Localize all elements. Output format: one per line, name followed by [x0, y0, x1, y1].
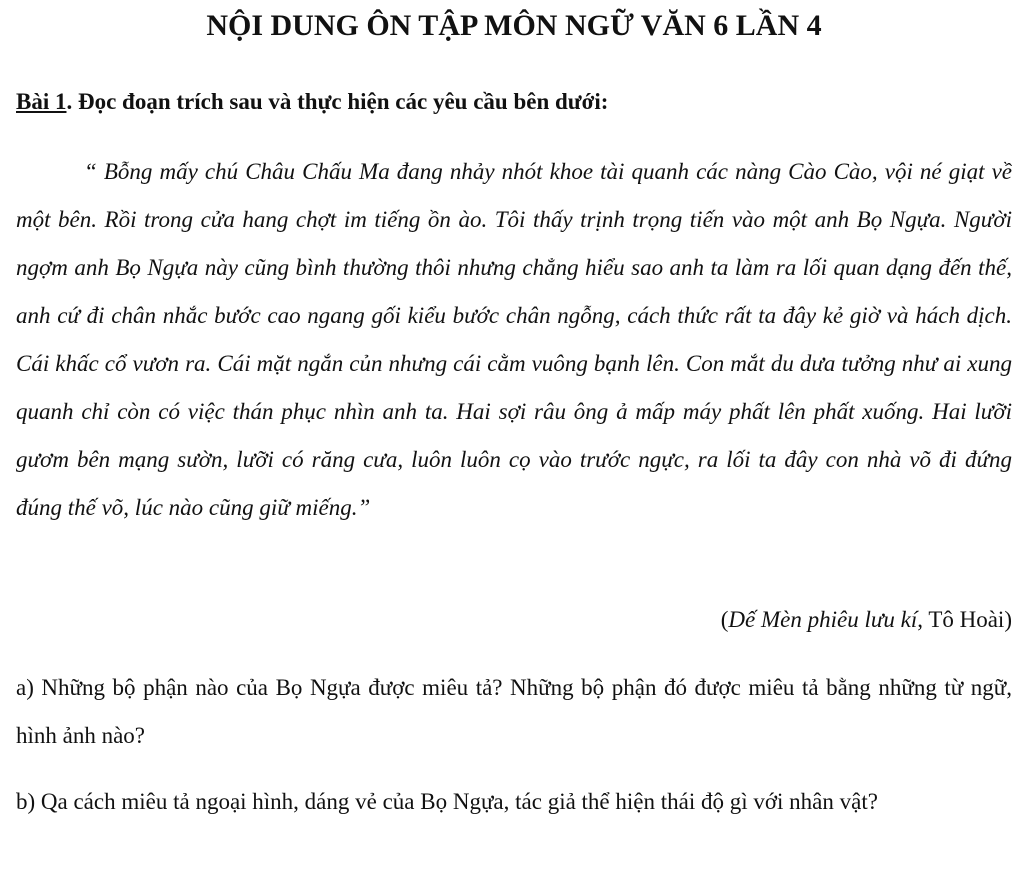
task-separator: .	[66, 89, 78, 114]
source-open-paren: (	[720, 607, 729, 632]
task-number: Bài 1	[16, 89, 67, 114]
task-heading	[16, 84, 608, 120]
task-instruction: Đọc đoạn trích sau và thực hiện các yêu cầu bên dưới:	[77, 89, 609, 114]
source-work-title: Dế Mèn phiêu lưu kí	[728, 607, 918, 632]
question-b: b) Qa cách miêu tả ngoại hình, dáng vẻ của Bọ Ngựa, tác giả thể hiện thái độ gì với nhân vật?	[16, 789, 878, 814]
question-a: a) Những bộ phận nào của Bọ Ngựa được miêu tả? Những bộ phận đó được miêu tả bằng những từ ngữ, hình ảnh nào?	[16, 675, 1012, 748]
excerpt-paragraph: “ Bỗng mấy chú Châu Chấu Ma đang nhảy nhót khoe tài quanh các nàng Cào Cào, vội né giạt về một bên. Rồi trong cửa hang chợt im tiếng ồn ào. Tôi thấy trịnh trọng tiến vào một anh Bọ Ngựa. Người ngợm anh Bọ Ngựa này cũng bình thường thôi nhưng chẳng hiểu sao anh ta làm ra lối quan dạng đến thế, anh cứ đi chân nhắc bước cao ngang gối kiểu bước chân ngỗng, cách thức rất ta đây kẻ giờ và hách dịch. Cái khấc cổ vươn ra. Cái mặt ngắn củn nhưng cái cằm vuông bạnh lên. Con mắt du dưa tưởng như ai xung quanh chỉ còn có việc thán phục nhìn anh ta. Hai sợi râu ông ả mấp máy phất lên phất xuống. Hai lưỡi gươm bên mạng sườn, lưỡi có răng cưa, luôn luôn cọ vào trước ngực, ra lối ta đây con nhà võ đi đứng đúng thế võ, lúc nào cũng giữ miếng.”	[16, 159, 1012, 520]
source-author: , Tô Hoài)	[917, 607, 1012, 632]
excerpt-source	[721, 600, 1012, 640]
document-title: NỘI DUNG ÔN TẬP MÔN NGỮ VĂN 6 LẦN 4	[206, 9, 822, 42]
